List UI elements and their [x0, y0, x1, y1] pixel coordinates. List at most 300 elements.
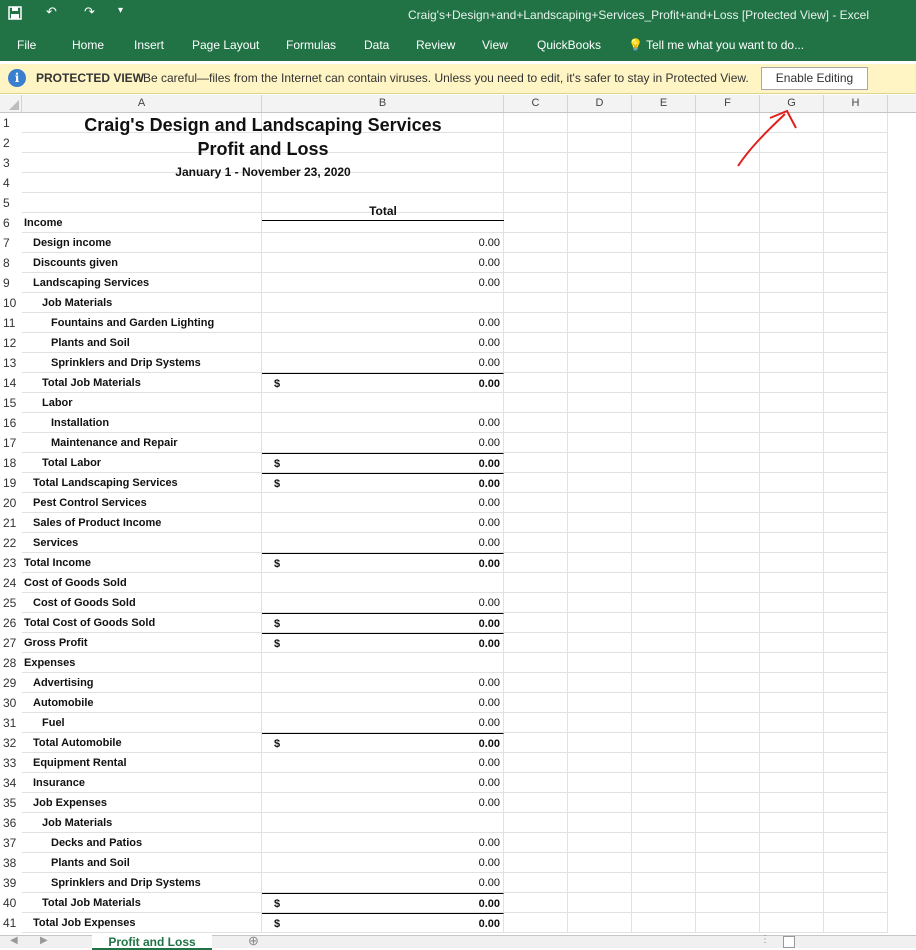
- cell[interactable]: [824, 633, 888, 653]
- scroll-left-icon[interactable]: ◀: [10, 935, 18, 946]
- cell[interactable]: [568, 453, 632, 473]
- cell[interactable]: [632, 693, 696, 713]
- cell[interactable]: [22, 593, 262, 613]
- cell[interactable]: [568, 493, 632, 513]
- tab-review[interactable]: Review: [416, 38, 456, 52]
- cell[interactable]: [824, 833, 888, 853]
- cell[interactable]: [632, 113, 696, 133]
- tab-home[interactable]: Home: [72, 38, 105, 52]
- cell[interactable]: [504, 293, 568, 313]
- cell[interactable]: [760, 433, 824, 453]
- cell[interactable]: [22, 633, 262, 653]
- add-sheet-icon[interactable]: ⊕: [248, 933, 259, 948]
- cell[interactable]: [824, 733, 888, 753]
- customize-toolbar-icon[interactable]: ▾: [118, 5, 124, 16]
- cell[interactable]: [696, 793, 760, 813]
- cell[interactable]: [760, 673, 824, 693]
- sheet-tab-profit-and-loss[interactable]: Profit and Loss: [92, 935, 212, 950]
- row-number[interactable]: 22: [0, 533, 21, 553]
- cell[interactable]: [504, 833, 568, 853]
- cell[interactable]: [22, 353, 262, 373]
- cell[interactable]: [22, 293, 262, 313]
- cell[interactable]: [696, 693, 760, 713]
- cell[interactable]: [568, 373, 632, 393]
- cell[interactable]: [568, 853, 632, 873]
- tell-me-search[interactable]: Tell me what you want to do...: [646, 38, 805, 52]
- cell[interactable]: [760, 293, 824, 313]
- cell[interactable]: [824, 273, 888, 293]
- column-header-h[interactable]: H: [824, 95, 888, 112]
- tab-quickbooks[interactable]: QuickBooks: [537, 38, 602, 52]
- cell[interactable]: [632, 293, 696, 313]
- cell[interactable]: [22, 373, 262, 393]
- cell[interactable]: [504, 913, 568, 933]
- cell[interactable]: [262, 673, 504, 693]
- cell[interactable]: [824, 153, 888, 173]
- cell[interactable]: [632, 853, 696, 873]
- cell[interactable]: [22, 533, 262, 553]
- cell[interactable]: [504, 493, 568, 513]
- cell[interactable]: [262, 413, 504, 433]
- cell[interactable]: [632, 813, 696, 833]
- cell[interactable]: [760, 513, 824, 533]
- cell[interactable]: [824, 513, 888, 533]
- row-number[interactable]: 21: [0, 513, 21, 533]
- cell[interactable]: [696, 253, 760, 273]
- cell[interactable]: [824, 873, 888, 893]
- cell[interactable]: [568, 693, 632, 713]
- cell[interactable]: [696, 853, 760, 873]
- cell[interactable]: [504, 733, 568, 753]
- cell[interactable]: [262, 293, 504, 313]
- row-number[interactable]: 13: [0, 353, 21, 373]
- cell[interactable]: [568, 553, 632, 573]
- column-header-e[interactable]: E: [632, 95, 696, 112]
- cell[interactable]: [696, 673, 760, 693]
- cell[interactable]: [504, 273, 568, 293]
- cell[interactable]: [568, 573, 632, 593]
- cell[interactable]: [504, 813, 568, 833]
- cell[interactable]: [632, 673, 696, 693]
- cell[interactable]: [504, 353, 568, 373]
- row-number[interactable]: 9: [0, 273, 21, 293]
- cell[interactable]: [696, 873, 760, 893]
- cell[interactable]: [760, 493, 824, 513]
- cell[interactable]: [568, 513, 632, 533]
- row-number[interactable]: 26: [0, 613, 21, 633]
- cell[interactable]: [760, 473, 824, 493]
- row-number[interactable]: 32: [0, 733, 21, 753]
- cell[interactable]: [632, 373, 696, 393]
- cell[interactable]: [760, 733, 824, 753]
- tab-page-layout[interactable]: Page Layout: [192, 38, 260, 52]
- row-number[interactable]: 8: [0, 253, 21, 273]
- cell[interactable]: [760, 713, 824, 733]
- cell[interactable]: [262, 633, 504, 653]
- row-number[interactable]: 35: [0, 793, 21, 813]
- cell[interactable]: [760, 873, 824, 893]
- save-icon[interactable]: [8, 6, 22, 24]
- cell[interactable]: [696, 453, 760, 473]
- cell[interactable]: [696, 193, 760, 213]
- row-number[interactable]: 4: [0, 173, 21, 193]
- cell[interactable]: [760, 813, 824, 833]
- cell[interactable]: [632, 313, 696, 333]
- cell[interactable]: [696, 513, 760, 533]
- cell[interactable]: [22, 753, 262, 773]
- cell[interactable]: [22, 653, 262, 673]
- cell[interactable]: [824, 113, 888, 133]
- cell[interactable]: [22, 453, 262, 473]
- cell[interactable]: [824, 653, 888, 673]
- cell[interactable]: [760, 853, 824, 873]
- row-number[interactable]: 29: [0, 673, 21, 693]
- row-number[interactable]: 27: [0, 633, 21, 653]
- cell[interactable]: [504, 773, 568, 793]
- cell[interactable]: [632, 493, 696, 513]
- cell[interactable]: [760, 213, 824, 233]
- cell[interactable]: [22, 733, 262, 753]
- cell[interactable]: [568, 613, 632, 633]
- row-number[interactable]: 39: [0, 873, 21, 893]
- cell[interactable]: [568, 393, 632, 413]
- cell[interactable]: [824, 453, 888, 473]
- cell[interactable]: [632, 633, 696, 653]
- cell[interactable]: [568, 653, 632, 673]
- cell[interactable]: [696, 553, 760, 573]
- cell[interactable]: [760, 773, 824, 793]
- row-number[interactable]: 24: [0, 573, 21, 593]
- enable-editing-button[interactable]: Enable Editing: [761, 67, 868, 90]
- row-number[interactable]: 11: [0, 313, 21, 333]
- cell[interactable]: [22, 553, 262, 573]
- cell[interactable]: [824, 193, 888, 213]
- cell[interactable]: [22, 493, 262, 513]
- cell[interactable]: [568, 233, 632, 253]
- cell[interactable]: [504, 613, 568, 633]
- cell[interactable]: [696, 413, 760, 433]
- cell[interactable]: [632, 873, 696, 893]
- tab-data[interactable]: Data: [364, 38, 390, 52]
- cell[interactable]: [568, 873, 632, 893]
- row-number[interactable]: 25: [0, 593, 21, 613]
- cell[interactable]: [824, 693, 888, 713]
- cell[interactable]: [824, 553, 888, 573]
- cell[interactable]: [632, 713, 696, 733]
- cell[interactable]: [504, 553, 568, 573]
- cell[interactable]: [504, 853, 568, 873]
- cell[interactable]: [504, 333, 568, 353]
- cell[interactable]: [824, 473, 888, 493]
- cell[interactable]: [696, 393, 760, 413]
- more-options-icon[interactable]: ⋮: [760, 934, 770, 945]
- cell[interactable]: [568, 433, 632, 453]
- cell[interactable]: [696, 653, 760, 673]
- cell[interactable]: [504, 453, 568, 473]
- cell[interactable]: [760, 393, 824, 413]
- row-number[interactable]: 20: [0, 493, 21, 513]
- cell[interactable]: [262, 773, 504, 793]
- cell[interactable]: [824, 393, 888, 413]
- cell[interactable]: [632, 273, 696, 293]
- cell[interactable]: [504, 673, 568, 693]
- cell[interactable]: [632, 733, 696, 753]
- cell[interactable]: [632, 433, 696, 453]
- cell[interactable]: [262, 273, 504, 293]
- cell[interactable]: [504, 653, 568, 673]
- cell[interactable]: [568, 353, 632, 373]
- cell[interactable]: [22, 713, 262, 733]
- cell[interactable]: [262, 713, 504, 733]
- column-header-f[interactable]: F: [696, 95, 760, 112]
- cell[interactable]: [568, 893, 632, 913]
- cell[interactable]: [696, 733, 760, 753]
- cell[interactable]: [696, 373, 760, 393]
- cell[interactable]: [824, 173, 888, 193]
- cell[interactable]: [262, 833, 504, 853]
- cell[interactable]: [568, 713, 632, 733]
- cell[interactable]: [760, 893, 824, 913]
- row-number[interactable]: 1: [0, 113, 21, 133]
- cell[interactable]: [696, 213, 760, 233]
- cell[interactable]: [824, 233, 888, 253]
- cell[interactable]: [760, 753, 824, 773]
- cell[interactable]: [760, 193, 824, 213]
- cell[interactable]: [568, 153, 632, 173]
- row-number[interactable]: 28: [0, 653, 21, 673]
- cell[interactable]: [262, 813, 504, 833]
- tab-view[interactable]: View: [482, 38, 508, 52]
- cell[interactable]: [760, 453, 824, 473]
- tab-formulas[interactable]: Formulas: [286, 38, 337, 52]
- cell[interactable]: [824, 713, 888, 733]
- cell[interactable]: [568, 533, 632, 553]
- cell[interactable]: [22, 773, 262, 793]
- cell[interactable]: [568, 413, 632, 433]
- cell[interactable]: [824, 893, 888, 913]
- cell[interactable]: [262, 313, 504, 333]
- row-number[interactable]: 19: [0, 473, 21, 493]
- cell[interactable]: [504, 473, 568, 493]
- cell[interactable]: [568, 913, 632, 933]
- cell[interactable]: [632, 173, 696, 193]
- cell[interactable]: [760, 693, 824, 713]
- row-number[interactable]: 30: [0, 693, 21, 713]
- cell[interactable]: [632, 893, 696, 913]
- cell[interactable]: [632, 793, 696, 813]
- cell[interactable]: [696, 173, 760, 193]
- row-number[interactable]: 38: [0, 853, 21, 873]
- cell[interactable]: [262, 553, 504, 573]
- column-header-d[interactable]: D: [568, 95, 632, 112]
- cell[interactable]: [22, 333, 262, 353]
- row-number[interactable]: 34: [0, 773, 21, 793]
- cell[interactable]: [632, 753, 696, 773]
- cell[interactable]: [22, 913, 262, 933]
- cell[interactable]: [22, 873, 262, 893]
- cell[interactable]: [632, 833, 696, 853]
- cell[interactable]: [504, 693, 568, 713]
- cell[interactable]: [568, 273, 632, 293]
- cell[interactable]: [22, 193, 262, 213]
- cell[interactable]: [262, 373, 504, 393]
- cell[interactable]: [696, 313, 760, 333]
- cell[interactable]: [824, 913, 888, 933]
- cell[interactable]: [696, 533, 760, 553]
- column-header-c[interactable]: C: [504, 95, 568, 112]
- column-header-a[interactable]: A: [22, 95, 262, 112]
- redo-icon[interactable]: ↷: [84, 4, 95, 19]
- cell[interactable]: [262, 573, 504, 593]
- cell[interactable]: [632, 573, 696, 593]
- cell[interactable]: [696, 273, 760, 293]
- cell[interactable]: [760, 233, 824, 253]
- cell[interactable]: [568, 793, 632, 813]
- cell[interactable]: [262, 873, 504, 893]
- cell[interactable]: [760, 833, 824, 853]
- cell[interactable]: [262, 473, 504, 493]
- cell[interactable]: [568, 213, 632, 233]
- cell[interactable]: [262, 513, 504, 533]
- cell[interactable]: [504, 573, 568, 593]
- cell[interactable]: [262, 733, 504, 753]
- cell[interactable]: [262, 853, 504, 873]
- row-number[interactable]: 10: [0, 293, 21, 313]
- row-number[interactable]: 2: [0, 133, 21, 153]
- cell[interactable]: [504, 233, 568, 253]
- cell[interactable]: [504, 433, 568, 453]
- cell[interactable]: [824, 413, 888, 433]
- cell[interactable]: [504, 373, 568, 393]
- cell[interactable]: [568, 753, 632, 773]
- cell[interactable]: [632, 453, 696, 473]
- cell[interactable]: [262, 393, 504, 413]
- row-number[interactable]: 6: [0, 213, 21, 233]
- cell[interactable]: [696, 233, 760, 253]
- row-number[interactable]: 23: [0, 553, 21, 573]
- cell[interactable]: [262, 893, 504, 913]
- cell[interactable]: [22, 893, 262, 913]
- cell[interactable]: [504, 713, 568, 733]
- cell[interactable]: [504, 133, 568, 153]
- cell[interactable]: [568, 633, 632, 653]
- cell[interactable]: [504, 893, 568, 913]
- cell[interactable]: [632, 353, 696, 373]
- cell[interactable]: [824, 773, 888, 793]
- cell[interactable]: [262, 593, 504, 613]
- cell[interactable]: [22, 313, 262, 333]
- row-number[interactable]: 16: [0, 413, 21, 433]
- cell[interactable]: [696, 593, 760, 613]
- cell[interactable]: [632, 473, 696, 493]
- cell[interactable]: [760, 633, 824, 653]
- cell[interactable]: [504, 393, 568, 413]
- cell[interactable]: [504, 413, 568, 433]
- cell[interactable]: [760, 253, 824, 273]
- cell[interactable]: [632, 553, 696, 573]
- cell[interactable]: [760, 573, 824, 593]
- cell[interactable]: [262, 693, 504, 713]
- cell[interactable]: [262, 253, 504, 273]
- cell[interactable]: [824, 213, 888, 233]
- cell[interactable]: [22, 833, 262, 853]
- cell[interactable]: [262, 233, 504, 253]
- cell[interactable]: [824, 533, 888, 553]
- cell[interactable]: [568, 113, 632, 133]
- row-number[interactable]: 7: [0, 233, 21, 253]
- row-number[interactable]: 37: [0, 833, 21, 853]
- cell[interactable]: [760, 413, 824, 433]
- cell[interactable]: [22, 393, 262, 413]
- cell[interactable]: [262, 613, 504, 633]
- row-number[interactable]: 36: [0, 813, 21, 833]
- row-number[interactable]: 41: [0, 913, 21, 933]
- cell[interactable]: [824, 253, 888, 273]
- cell[interactable]: [760, 593, 824, 613]
- cell[interactable]: [632, 593, 696, 613]
- cell[interactable]: [22, 273, 262, 293]
- row-number[interactable]: 3: [0, 153, 21, 173]
- cell[interactable]: [22, 233, 262, 253]
- cell[interactable]: [504, 253, 568, 273]
- cell[interactable]: [824, 353, 888, 373]
- row-number[interactable]: 40: [0, 893, 21, 913]
- cell[interactable]: [824, 433, 888, 453]
- cell[interactable]: [824, 613, 888, 633]
- cell[interactable]: [22, 693, 262, 713]
- cell[interactable]: [696, 293, 760, 313]
- cell[interactable]: [824, 313, 888, 333]
- cell[interactable]: [696, 613, 760, 633]
- tab-file[interactable]: File: [17, 38, 37, 52]
- cell[interactable]: [696, 493, 760, 513]
- row-number[interactable]: 12: [0, 333, 21, 353]
- cell[interactable]: [824, 753, 888, 773]
- cell[interactable]: [632, 193, 696, 213]
- row-number[interactable]: 17: [0, 433, 21, 453]
- scroll-right-icon[interactable]: ▶: [40, 935, 48, 946]
- cell[interactable]: [760, 353, 824, 373]
- cell[interactable]: [696, 813, 760, 833]
- cell[interactable]: [568, 173, 632, 193]
- cell[interactable]: [760, 653, 824, 673]
- cell[interactable]: [760, 313, 824, 333]
- cell[interactable]: [824, 373, 888, 393]
- cell[interactable]: [824, 493, 888, 513]
- cell[interactable]: [824, 593, 888, 613]
- select-all-corner[interactable]: [0, 95, 22, 112]
- cell[interactable]: [568, 593, 632, 613]
- cell[interactable]: [504, 533, 568, 553]
- cell[interactable]: [568, 733, 632, 753]
- cell[interactable]: [262, 653, 504, 673]
- cell[interactable]: [760, 333, 824, 353]
- cell[interactable]: [760, 613, 824, 633]
- tab-insert[interactable]: Insert: [134, 38, 165, 52]
- cell[interactable]: [696, 433, 760, 453]
- cell[interactable]: [262, 493, 504, 513]
- cell[interactable]: [760, 173, 824, 193]
- cell[interactable]: [262, 533, 504, 553]
- cell[interactable]: [696, 753, 760, 773]
- cell[interactable]: [824, 813, 888, 833]
- cell[interactable]: [22, 513, 262, 533]
- cell[interactable]: [824, 793, 888, 813]
- cell[interactable]: [696, 353, 760, 373]
- cell[interactable]: [696, 713, 760, 733]
- cell[interactable]: [504, 173, 568, 193]
- cell[interactable]: [760, 793, 824, 813]
